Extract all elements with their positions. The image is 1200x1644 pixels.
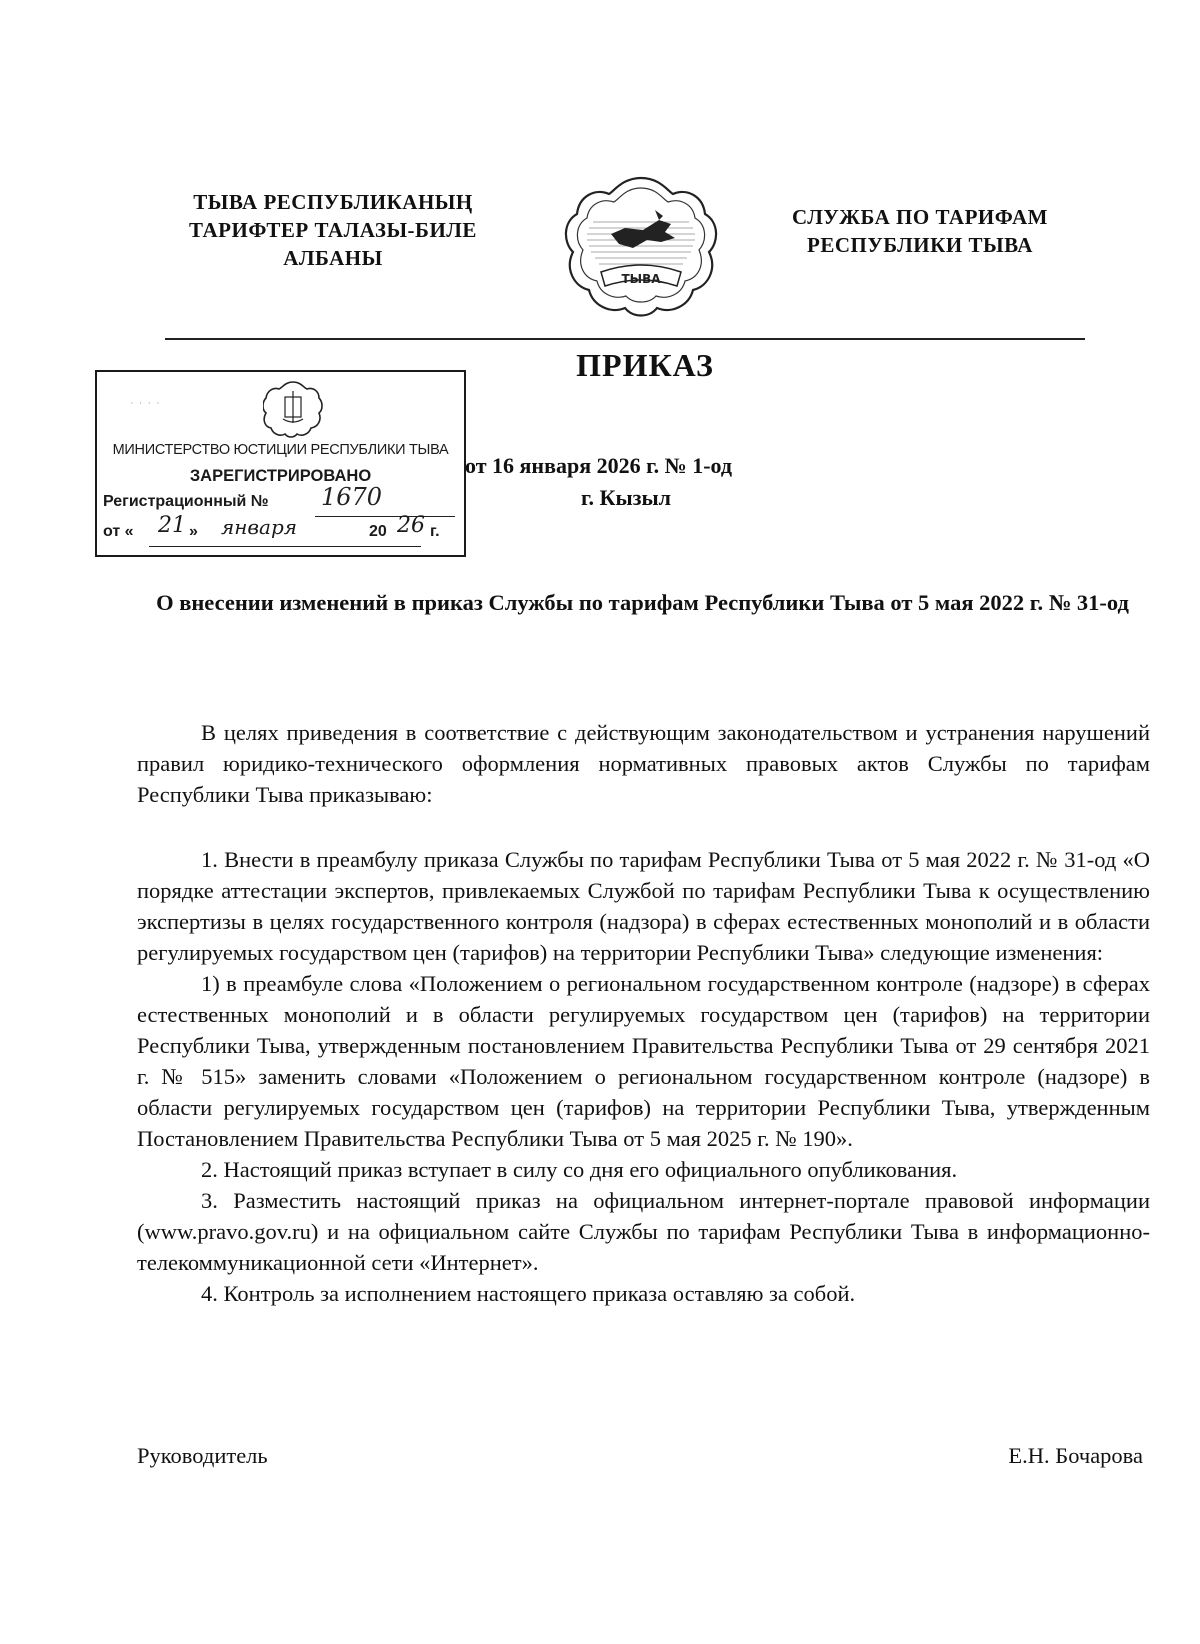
stamp-registered-label: ЗАРЕГИСТРИРОВАНО <box>189 467 372 485</box>
stamp-date-underline <box>149 546 421 547</box>
body-item-1-1: 1) в преамбуле слова «Положением о региональном государственном контроле (надзоре) в сферах естественных монополий и в области регулируемых государством цен (тарифов) на территории Республики Тыва, утвержденным постановлением Правительства Республики Тыва от 29 сентября 2021 г. № 515» заменить словами «Положением о региональном государственном контроле (надзоре) в области регулируемых государством цен (тарифов) на территории Республики Тыва, утвержденным Постановлением Правительства Республики Тыва от 5 мая 2025 г. № 190». <box>137 971 1150 1151</box>
header-left-block <box>168 188 498 272</box>
header-left-line-3: АЛБАНЫ <box>283 246 383 270</box>
header-rule <box>165 338 1085 340</box>
document-title: ПРИКАЗ <box>576 347 714 383</box>
body-intro: В целях приведения в соответствие с действующим законодательством и устранения нарушений правил юридико-технического оформления нормативных правовых актов Службы по тарифам Республики Тыва приказываю: <box>137 720 1150 807</box>
stamp-date-year-suffix: 26 <box>397 513 425 538</box>
stamp-reg-number-value: 1670 <box>321 483 383 511</box>
emblem-text: ТЫВА <box>621 272 661 286</box>
order-body <box>137 717 1150 1309</box>
stamp-ministry-name: МИНИСТЕРСТВО ЮСТИЦИИ РЕСПУБЛИКИ ТЫВА <box>112 442 449 458</box>
coat-of-arms-emblem <box>563 172 719 322</box>
header-right-block <box>770 203 1070 259</box>
stamp-date-mid: » <box>189 523 198 540</box>
stamp-date-day: 21 <box>158 513 186 538</box>
header-left-line-2: ТАРИФТЕР ТАЛАЗЫ-БИЛЕ <box>189 218 477 242</box>
order-subject: О внесении изменений в приказ Службы по тарифам Республики Тыва от 5 мая 2022 г. № 31-од <box>156 590 1129 615</box>
body-item-4: 4. Контроль за исполнением настоящего приказа оставляю за собой. <box>201 1281 856 1306</box>
order-city: г. Кызыл <box>581 485 671 510</box>
stamp-date-prefix: от « <box>103 523 134 540</box>
body-item-2: 2. Настоящий приказ вступает в силу со дня его официального опубликования. <box>201 1157 958 1182</box>
stamp-reg-number-label: Регистрационный № <box>103 493 269 510</box>
order-date-number: от 16 января 2026 г. № 1-од <box>465 453 733 478</box>
stamp-date-month: января <box>221 515 298 539</box>
header-left-line-1: ТЫВА РЕСПУБЛИКАНЫҢ <box>193 190 473 214</box>
stamp-emblem-icon <box>263 379 323 439</box>
signatory-name: Е.Н. Бочарова <box>1008 1443 1143 1468</box>
body-item-3: 3. Разместить настоящий приказ на официальном интернет-портале правовой информации (www.pravo.gov.ru) и на официальном сайте Службы по тарифам Республики Тыва в информационно-телекоммуникационной сети «Интернет». <box>137 1188 1150 1275</box>
stamp-date-suffix: г. <box>430 523 440 540</box>
body-item-1: 1. Внести в преамбулу приказа Службы по тарифам Республики Тыва от 5 мая 2022 г. № 31-од «О порядке аттестации экспертов, привлекаемых Службой по тарифам Республики Тыва к осуществлению экспертизы в целях государственного контроля (надзора) в сферах естественных монополий и в области регулируемых государством цен (тарифов) на территории Республики Тыва» следующие изменения: <box>137 847 1150 965</box>
signatory-position: Руководитель <box>137 1443 268 1468</box>
stamp-date-year-prefix: 20 <box>369 523 387 540</box>
stamp-reg-number-underline <box>315 516 455 517</box>
stamp-faint-marks: · · · · <box>130 397 161 409</box>
header-right-line-1: СЛУЖБА ПО ТАРИФАМ <box>792 205 1048 229</box>
registration-stamp <box>95 370 466 557</box>
header-right-line-2: РЕСПУБЛИКИ ТЫВА <box>807 233 1033 257</box>
